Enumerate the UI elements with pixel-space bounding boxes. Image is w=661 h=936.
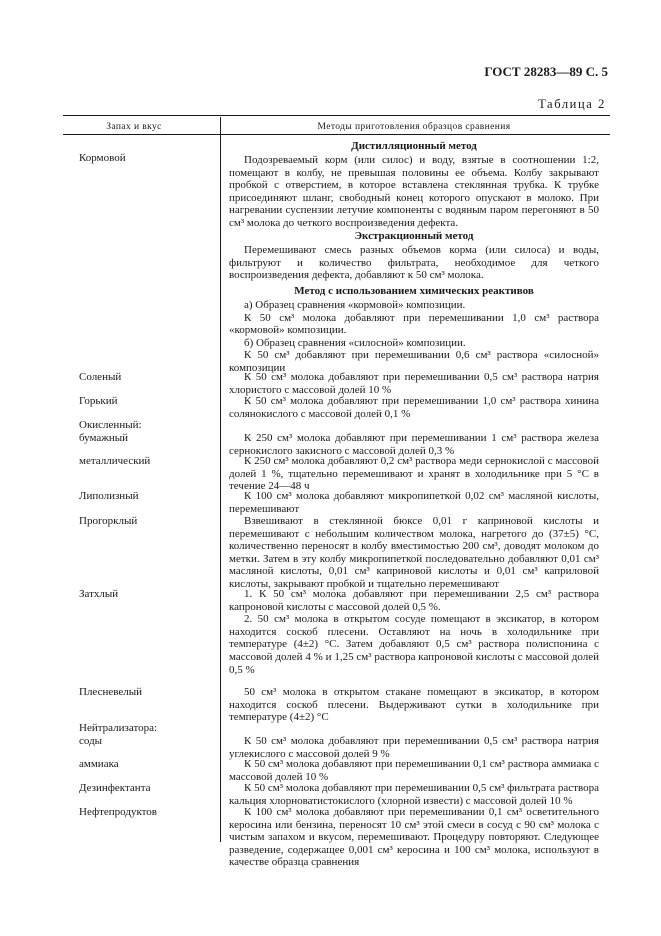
paragraph-disinfectant: К 50 см³ молока добавляют при перемешивании 0,5 см³ фильтрата раствора кальция хлорноватистокислого (хлорной извести) с массовой долей 10 %: [229, 782, 599, 807]
paragraph-chem-b2: К 50 см³ добавляют при перемешивании 0,6 см³ раствора «силосной» композиции: [229, 349, 599, 374]
paragraph-petroleum: К 100 см³ молока добавляют при перемешивании 0,1 см³ осветительного керосина или бензина, переносят 10 см³ этой смеси в сосуд с 90 см³ молока с чистым запахом и вкусом, перемешивают. Процедуру повторяют. Следующее разведение, содержащее 0,001 см³ керосина и 100 см³ молока, используют в качестве образца сравнения: [229, 806, 599, 869]
label-ammonia: аммиака: [79, 758, 119, 770]
text-extraction: [229, 244, 599, 282]
label-stale: Затхлый: [79, 588, 119, 600]
text-stale: [229, 588, 599, 676]
paragraph-stale-2: 2. 50 см³ молока в открытом сосуде помещают в эксикатор, в котором находится соскоб плесени. Оставляют на ночь в холодильнике при температуре (4±2) °С. Затем добавляют 0,5 см³ раствора полиспонина с массовой долей 4 % и 1,25 см³ раствора капроновой кислоты с массовой долей 0,5 %: [229, 613, 599, 676]
text-bitter: [229, 395, 599, 420]
table-top-rule: [63, 115, 610, 116]
text-soda: [229, 735, 599, 760]
text-disinfectant: [229, 782, 599, 807]
paragraph-soda: К 50 см³ молока добавляют при перемешивании 0,5 см³ раствора натрия углекислого с массовой долей 9 %: [229, 735, 599, 760]
paragraph-rancid: Взвешивают в стеклянной бюксе 0,01 г каприновой кислоты и перемешивают с небольшим количеством молока, нагретого до (37±5) °С, количественно переносят в колбу вместимостью 200 см³, доводят молоком до метки. Затем в эту колбу микропипеткой последовательно добавляют 0,01 см³ масляной кислоты, 0,01 см³ каприновой кислоты и 0,01 см³ каприловой кислоты, закрывают пробкой и тщательно перемешивают: [229, 515, 599, 590]
page-header: ГОСТ 28283—89 С. 5: [484, 64, 608, 79]
text-rancid: [229, 515, 599, 591]
paragraph-chem-b: б) Образец сравнения «силосной» композиции.: [244, 336, 466, 349]
paragraph-lipolytic: К 100 см³ молока добавляют микропипеткой 0,02 см³ масляной кислоты, перемешивают: [229, 490, 599, 515]
paragraph-papery: К 250 см³ молока добавляют при перемешивании 1 см³ раствора железа сернокислого закисного с массовой долей 0,3 %: [229, 432, 599, 457]
label-oxidized: Окисленный:: [79, 419, 142, 431]
label-neutralizers: Нейтрализатора:: [79, 722, 158, 734]
label-moldy: Плесневелый: [79, 686, 143, 698]
text-salty: [229, 371, 599, 396]
text-ammonia: [229, 758, 599, 783]
paragraph-extraction: Перемешивают смесь разных объемов корма (или силоса) и воды, фильтруют и количество фильтрата, необходимое для четкого воспроизведения дефекта, добавляют к 50 см³ молока.: [229, 244, 599, 282]
label-petroleum: Нефтепродуктов: [79, 806, 157, 818]
text-petroleum: [229, 806, 599, 869]
section-title-extraction: Экстракционный метод: [354, 230, 474, 242]
paragraph-metallic: К 250 см³ молока добавляют 0,2 см³ раствора меди сернокислой с массовой долей 1 %, тщательно перемешивают и хранят в холодильнике при 5 °С в течение 24—48 ч: [229, 455, 599, 493]
section-title-distillation: Дистилляционный метод: [351, 140, 477, 152]
paragraph-bitter: К 50 см³ молока добавляют при перемешивании 1,0 см³ раствора хинина солянокислого с массовой долей 0,1 %: [229, 395, 599, 420]
label-papery: бумажный: [79, 432, 129, 444]
text-lipolytic: [229, 490, 599, 515]
column-header-smell-taste: Запах и вкус: [106, 122, 162, 132]
label-salty: Соленый: [79, 371, 122, 383]
label-rancid: Прогорклый: [79, 515, 138, 527]
table-caption: Таблица 2: [538, 97, 606, 111]
paragraph-ammonia: К 50 см³ молока добавляют при перемешивании 0,1 см³ раствора аммиака с массовой долей 10 %: [229, 758, 599, 783]
text-distillation: [229, 154, 599, 230]
label-disinfectant: Дезинфектанта: [79, 782, 151, 794]
paragraph-distillation: Подозреваемый корм (или силос) и воду, взятые в соотношении 1:2, помещают в колбу, не превышая половины ее объема. Колбу закрывают пробкой с отверстием, в которое вставлена стеклянная трубка. К трубке присоединяют шланг, свободный конец которого опускают в молоко. При нагревании суспензии летучие компоненты с водяным паром перегоняют в 50 см³ молока до четкого воспроизведения дефекта.: [229, 154, 599, 229]
label-lipolytic: Липолизный: [79, 490, 139, 502]
column-header-methods: Методы приготовления образцов сравнения: [317, 122, 511, 132]
paragraph-stale-1: 1. К 50 см³ молока добавляют при перемешивании 2,5 см³ раствора капроновой кислоты с массовой долей 0,5 %.: [229, 588, 599, 613]
paragraph-salty: К 50 см³ молока добавляют при перемешивании 0,5 см³ раствора натрия хлористого с массовой долей 10 %: [229, 371, 599, 396]
label-soda: соды: [79, 735, 103, 747]
paragraph-chem-a2: К 50 см³ молока добавляют при перемешивании 1,0 см³ раствора «кормовой» композиции.: [229, 311, 599, 337]
text-metallic: [229, 455, 599, 493]
table-column-divider: [220, 117, 221, 842]
paragraph-chem-a: а) Образец сравнения «кормовой» композиции.: [244, 299, 466, 311]
text-moldy: [229, 686, 599, 724]
label-metallic: металлический: [79, 455, 151, 467]
text-chemical: [229, 299, 599, 375]
label-feed: Кормовой: [79, 152, 126, 164]
paragraph-moldy: 50 см³ молока в открытом стакане помещают в эксикатор, в котором находится соскоб плесени. Выдерживают сутки в холодильнике при температуре (4±2) °С: [229, 686, 599, 724]
label-bitter: Горький: [79, 395, 118, 407]
text-papery: [229, 432, 599, 457]
section-title-chemical: Метод с использованием химических реактивов: [294, 285, 534, 297]
table-header-rule: [63, 134, 610, 135]
